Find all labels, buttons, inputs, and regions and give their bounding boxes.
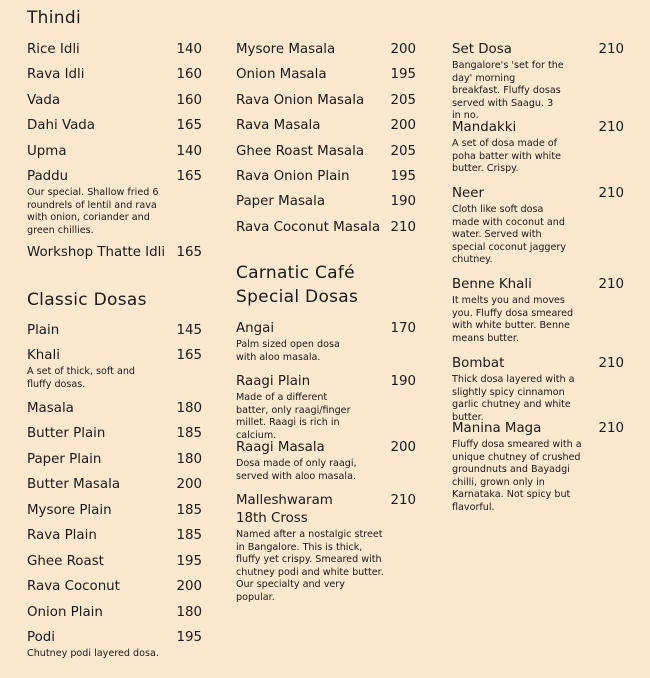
item-price: 185	[176, 528, 202, 543]
item-price: 180	[176, 401, 202, 416]
item-price: 160	[176, 93, 202, 108]
menu-item	[452, 119, 624, 176]
menu-item	[236, 320, 416, 364]
item-name: Rava Coconut Masala	[236, 220, 381, 235]
item-description: It melts you and moves you. Fluffy dosa smeared with white butter. Benne means butter.	[452, 295, 574, 344]
item-name: Mysore Plain	[27, 503, 112, 518]
item-price: 165	[176, 245, 202, 260]
item-name: Khali	[27, 348, 60, 363]
item-price: 200	[176, 579, 202, 594]
item-name: Onion Plain	[27, 605, 103, 620]
menu-item	[27, 66, 202, 84]
item-description: Chutney podi layered dosa.	[27, 648, 159, 659]
item-price: 195	[390, 169, 416, 184]
item-price: 210	[598, 120, 624, 135]
item-name: Ghee Roast	[27, 554, 104, 569]
item-name: Butter Masala	[27, 477, 121, 492]
item-price: 210	[598, 277, 624, 292]
item-description: A set of dosa made of poha batter with white butter. Crispy.	[452, 138, 562, 175]
menu-item	[452, 276, 624, 345]
item-description: Palm sized open dosa with aloo masala.	[236, 339, 340, 363]
item-name: Vada	[27, 93, 61, 108]
menu-item	[27, 578, 202, 596]
item-price: 145	[176, 323, 202, 338]
item-price: 140	[176, 42, 202, 57]
menu-item	[236, 92, 416, 110]
item-description: Dosa made of only raagi, served with aloo masala.	[236, 458, 357, 482]
item-price: 200	[390, 118, 416, 133]
menu-item	[27, 322, 202, 340]
item-description: Fluffy dosa smeared with a unique chutney of crushed groundnuts and Bayadgi chilli, grown only in Karnataka. Not spicy but flavorful.	[452, 439, 582, 513]
menu-item	[27, 244, 202, 262]
item-price: 195	[176, 554, 202, 569]
menu-item	[452, 355, 624, 424]
item-price: 190	[390, 374, 416, 389]
item-name: Workshop Thatte Idli	[27, 245, 166, 260]
item-name: Paddu	[27, 169, 69, 184]
item-price: 165	[176, 348, 202, 363]
item-price: 210	[390, 220, 416, 235]
menu-item	[236, 117, 416, 135]
item-name: Podi	[27, 630, 56, 645]
item-price: 160	[176, 67, 202, 82]
item-price: 170	[390, 321, 416, 336]
menu-item	[27, 451, 202, 469]
menu-item	[452, 41, 624, 123]
menu-item	[27, 476, 202, 494]
item-description: Bangalore's 'set for the day' morning breakfast. Fluffy dosas served with Saagu. 3 in no.	[452, 60, 564, 122]
section-title-thindi: Thindi	[27, 8, 81, 28]
item-price: 180	[176, 605, 202, 620]
item-price: 195	[390, 67, 416, 82]
menu-item	[236, 41, 416, 59]
item-price: 200	[176, 477, 202, 492]
item-price: 200	[390, 42, 416, 57]
menu-item	[236, 193, 416, 211]
item-price: 210	[390, 493, 416, 508]
item-name: Butter Plain	[27, 426, 106, 441]
menu-item	[27, 553, 202, 571]
menu-item	[27, 117, 202, 135]
menu-item	[236, 492, 416, 605]
menu-item	[236, 439, 416, 483]
menu-item	[236, 143, 416, 161]
item-name: Rice Idli	[27, 42, 80, 57]
item-name: Dahi Vada	[27, 118, 96, 133]
menu-item	[236, 373, 416, 442]
item-price: 140	[176, 144, 202, 159]
item-price: 165	[176, 118, 202, 133]
menu-item	[27, 41, 202, 59]
item-price: 195	[176, 630, 202, 645]
menu-item	[27, 502, 202, 520]
item-price: 185	[176, 426, 202, 441]
item-description: Our special. Shallow fried 6 roundrels of lentil and rava with onion, coriander and green chillies.	[27, 187, 159, 236]
menu-item	[27, 400, 202, 418]
section-title-line-2: Special Dosas	[236, 287, 359, 307]
menu-item	[27, 143, 202, 161]
item-price: 185	[176, 503, 202, 518]
item-name: Plain	[27, 323, 60, 338]
item-name: Mandakki	[452, 120, 517, 135]
section-title-line-1: Carnatic Café	[236, 263, 355, 283]
item-name: Benne Khali	[452, 277, 532, 292]
item-name: Rava Plain	[27, 528, 97, 543]
item-description: A set of thick, soft and fluffy dosas.	[27, 366, 135, 390]
item-price: 205	[390, 144, 416, 159]
item-name: Rava Onion Plain	[236, 169, 350, 184]
item-name: Bombat	[452, 356, 505, 371]
section-title-special-dosas	[236, 261, 416, 309]
item-price: 200	[390, 440, 416, 455]
item-name: Rava Idli	[27, 67, 85, 82]
menu-item	[27, 527, 202, 545]
menu-item	[27, 92, 202, 110]
item-name: Set Dosa	[452, 42, 512, 57]
item-name: Ghee Roast Masala	[236, 144, 365, 159]
item-name: Mysore Masala	[236, 42, 336, 57]
menu-item	[236, 168, 416, 186]
item-name: Malleshwaram 18th Cross	[236, 493, 333, 526]
item-price: 205	[390, 93, 416, 108]
menu-item	[236, 219, 416, 237]
item-name: Raagi Masala	[236, 440, 325, 455]
item-price: 180	[176, 452, 202, 467]
item-name: Manina Maga	[452, 421, 542, 436]
menu-item	[27, 168, 202, 237]
item-price: 210	[598, 421, 624, 436]
section-title-classic-dosas: Classic Dosas	[27, 290, 147, 310]
item-description: Cloth like soft dosa made with coconut and water. Served with special coconut jaggery chutney.	[452, 204, 567, 266]
item-price: 210	[598, 42, 624, 57]
menu-item	[452, 420, 624, 515]
item-name: Onion Masala	[236, 67, 327, 82]
item-name: Raagi Plain	[236, 374, 311, 389]
item-price: 210	[598, 186, 624, 201]
menu-item	[236, 66, 416, 84]
item-name: Rava Coconut	[27, 579, 120, 594]
menu-item	[27, 347, 202, 391]
item-price: 210	[598, 356, 624, 371]
item-name: Rava Onion Masala	[236, 93, 365, 108]
item-name: Paper Masala	[236, 194, 326, 209]
item-description: Named after a nostalgic street in Bangalore. This is thick, fluffy yet crispy. Smeared with chutney podi and white butter. Our specialty and very popular.	[236, 529, 384, 603]
item-name: Paper Plain	[27, 452, 102, 467]
menu-item	[27, 425, 202, 443]
item-name: Neer	[452, 186, 484, 201]
menu-item	[27, 629, 202, 661]
item-name: Angai	[236, 321, 275, 336]
item-name: Rava Masala	[236, 118, 321, 133]
menu-item	[27, 604, 202, 622]
item-description: Thick dosa layered with a slightly spicy cinnamon garlic chutney and white butter.	[452, 374, 575, 423]
item-price: 190	[390, 194, 416, 209]
item-description: Made of a different batter, only raagi/finger millet. Raagi is rich in calcium.	[236, 392, 351, 441]
item-name: Masala	[27, 401, 74, 416]
item-name: Upma	[27, 144, 67, 159]
menu-item	[452, 185, 624, 267]
item-price: 165	[176, 169, 202, 184]
